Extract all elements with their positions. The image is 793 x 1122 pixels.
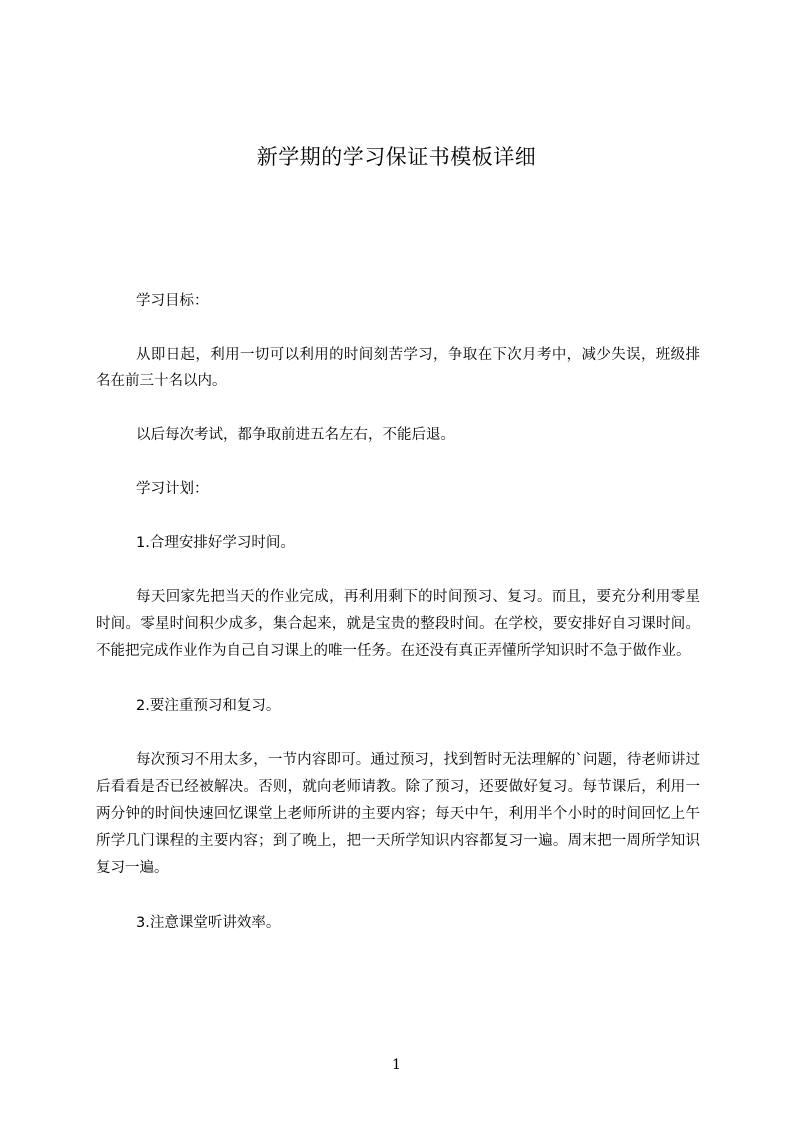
document-body xyxy=(96,288,700,964)
goal-paragraph: 从即日起，利用一切可以利用的时间刻苦学习，争取在下次月考中，减少失误，班级排名在前三十名以内。 xyxy=(96,347,700,389)
plan-item-heading-1: 1.合理安排好学习时间。 xyxy=(136,535,295,551)
plan-item-heading-3: 3.注意课堂听讲效率。 xyxy=(136,915,281,931)
section-heading-plan: 学习计划： xyxy=(136,481,209,497)
plan-item-body-2: 每次预习不用太多，一节内容即可。通过预习，找到暂时无法理解的`问题，待老师讲过后看看是否已经被解决。否则，就向老师请教。除了预习，还要做好复习。每节课后，利用一两分钟的时间快速回忆课堂上老师所讲的主要内容；每天中午，利用半个小时的时间回忆上午所学几门课程的主要内容；到了晚上，把一天所学知识内容都复习一遍。周末把一周所学知识复习一遍。 xyxy=(96,752,700,876)
document-title: 新学期的学习保证书模板详细 xyxy=(256,145,537,169)
section-heading-goals: 学习目标： xyxy=(136,293,209,309)
plan-item-body-1: 每天回家先把当天的作业完成，再利用剩下的时间预习、复习。而且，要充分利用零星时间。零星时间积少成多，集合起来，就是宝贵的整段时间。在学校，要安排好自习课时间。不能把完成作业作为自己自习课上的唯一任务。在还没有真正弄懂所学知识时不急于做作业。 xyxy=(96,589,700,659)
page-number: 1 xyxy=(392,1057,401,1073)
plan-item-heading-2: 2.要注重预习和复习。 xyxy=(136,698,281,714)
goal-paragraph-followup: 以后每次考试，都争取前进五名左右，不能后退。 xyxy=(136,427,455,443)
